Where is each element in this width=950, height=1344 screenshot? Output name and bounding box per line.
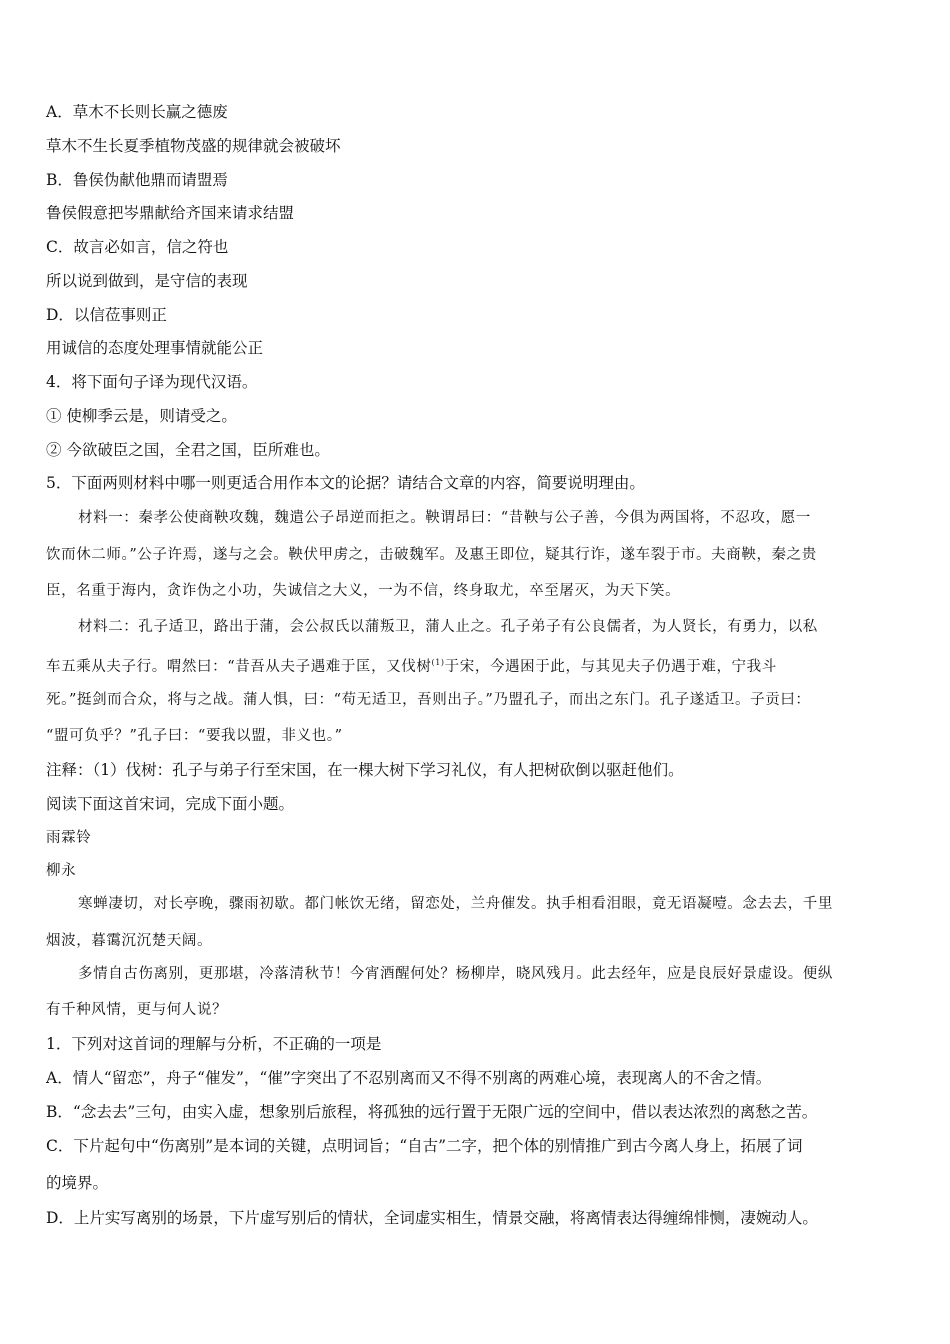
question-4: 4．将下面句子译为现代汉语。 (46, 373, 258, 391)
poem-option-d: D．上片实写离别的场景，下片虚写别后的情状，全词虚实相生，情景交融，将离情表达得缠绵悱恻，凄婉动人。 (46, 1209, 818, 1227)
footnote-marker: (1) (431, 658, 445, 667)
question-4-sentence-1: ① 使柳季云是，则请受之。 (46, 407, 237, 425)
annotation-note: 注释：（1）伐树：孔子与弟子行至宋国，在一棵大树下学习礼仪，有人把树砍倒以驱赶他们。 (46, 761, 684, 779)
poem-option-c-line-2: 的境界。 (46, 1174, 109, 1192)
option-b-text: B．鲁侯伪献他鼎而请盟焉 (46, 171, 228, 189)
option-a-translation: 草木不生长夏季植物茂盛的规律就会被破坏 (46, 137, 341, 155)
option-b-translation: 鲁侯假意把岑鼎献给齐国来请求结盟 (46, 204, 295, 222)
poem-stanza-1-line-2: 烟波，暮霭沉沉楚天阔。 (46, 933, 213, 949)
poem-option-b: B．“念去去”三句，由实入虚，想象别后旅程，将孤独的远行置于无限广远的空间中，借以表达浓烈的离愁之苦。 (46, 1103, 818, 1121)
poem-stanza-2-line-1: 多情自古伤离别，更那堪，冷落清秋节！今宵酒醒何处？杨柳岸，晓风残月。此去经年，应是良辰好景虚设。便纵 (78, 966, 833, 982)
poem-option-a: A．情人“留恋”，舟子“催发”，“催”字突出了不忍别离而又不得不别离的两难心境，表现离人的不舍之情。 (46, 1069, 772, 1087)
material-1-line-3: 臣，名重于海内，贪诈伪之小功，失诚信之大义，一为不信，终身取尤，卒至屠灭，为天下笑。 (46, 583, 681, 599)
material-2-line-4: “盟可负乎？”孔子曰：“要我以盟，非义也。” (46, 728, 343, 744)
poem-stanza-1-line-1: 寒蝉凄切，对长亭晚，骤雨初歇。都门帐饮无绪，留恋处，兰舟催发。执手相看泪眼，竟无语凝噎。念去去，千里 (78, 896, 833, 912)
material-1-line-2: 饮而休二师。”公子许焉，遂与之会。鞅伏甲虏之，击破魏军。及惠王即位，疑其行诈，遂车裂于市。夫商鞅，秦之贵 (46, 547, 817, 563)
material-1-line-1: 材料一：秦孝公使商鞅攻魏，魏遣公子昂逆而拒之。鞅谓昂曰：“昔鞅与公子善，今俱为两国将，不忍攻，愿一 (78, 510, 811, 526)
poem-title: 雨霖铃 (46, 830, 92, 846)
material-2-line-2-start: 车五乘从夫子行。喟然曰：“昔吾从夫子遇难于匡，又伐树 (46, 659, 432, 675)
option-a-text: A．草木不长则长赢之德废 (46, 103, 228, 121)
poem-option-c-line-1: C．下片起句中“伤离别”是本词的关键，点明词旨；“自古”二字，把个体的别情推广到古今离人身上，拓展了词 (46, 1137, 803, 1155)
option-c-text: C．故言必如言，信之符也 (46, 238, 229, 256)
option-d-text: D．以信莅事则正 (46, 306, 167, 324)
question-5: 5．下面两则材料中哪一则更适合用作本文的论据？请结合文章的内容，简要说明理由。 (46, 474, 645, 492)
material-2-line-2-end: 于宋，今遇困于此，与其见夫子仍遇于难，宁我斗 (444, 659, 777, 675)
material-2-line-3: 死。”挺剑而合众，将与之战。蒲人惧，曰：“苟无适卫，吾则出子。”乃盟孔子，而出之东门。孔子遂适卫。子贡曰： (46, 692, 811, 708)
poem-question-1: 1．下列对这首词的理解与分析，不正确的一项是 (46, 1035, 382, 1053)
poem-author: 柳永 (46, 863, 77, 879)
material-2-line-2 (46, 653, 777, 677)
question-4-sentence-2: ② 今欲破臣之国，全君之国，臣所难也。 (46, 441, 330, 459)
poem-instruction: 阅读下面这首宋词，完成下面小题。 (46, 795, 295, 813)
option-c-translation: 所以说到做到，是守信的表现 (46, 272, 248, 290)
option-d-translation: 用诚信的态度处理事情就能公正 (46, 339, 264, 357)
poem-stanza-2-line-2: 有千种风情，更与何人说？ (46, 1002, 228, 1018)
material-2-line-1: 材料二：孔子适卫，路出于蒲，会公叔氏以蒲叛卫，蒲人止之。孔子弟子有公良儒者，为人贤长，有勇力，以私 (78, 619, 818, 635)
